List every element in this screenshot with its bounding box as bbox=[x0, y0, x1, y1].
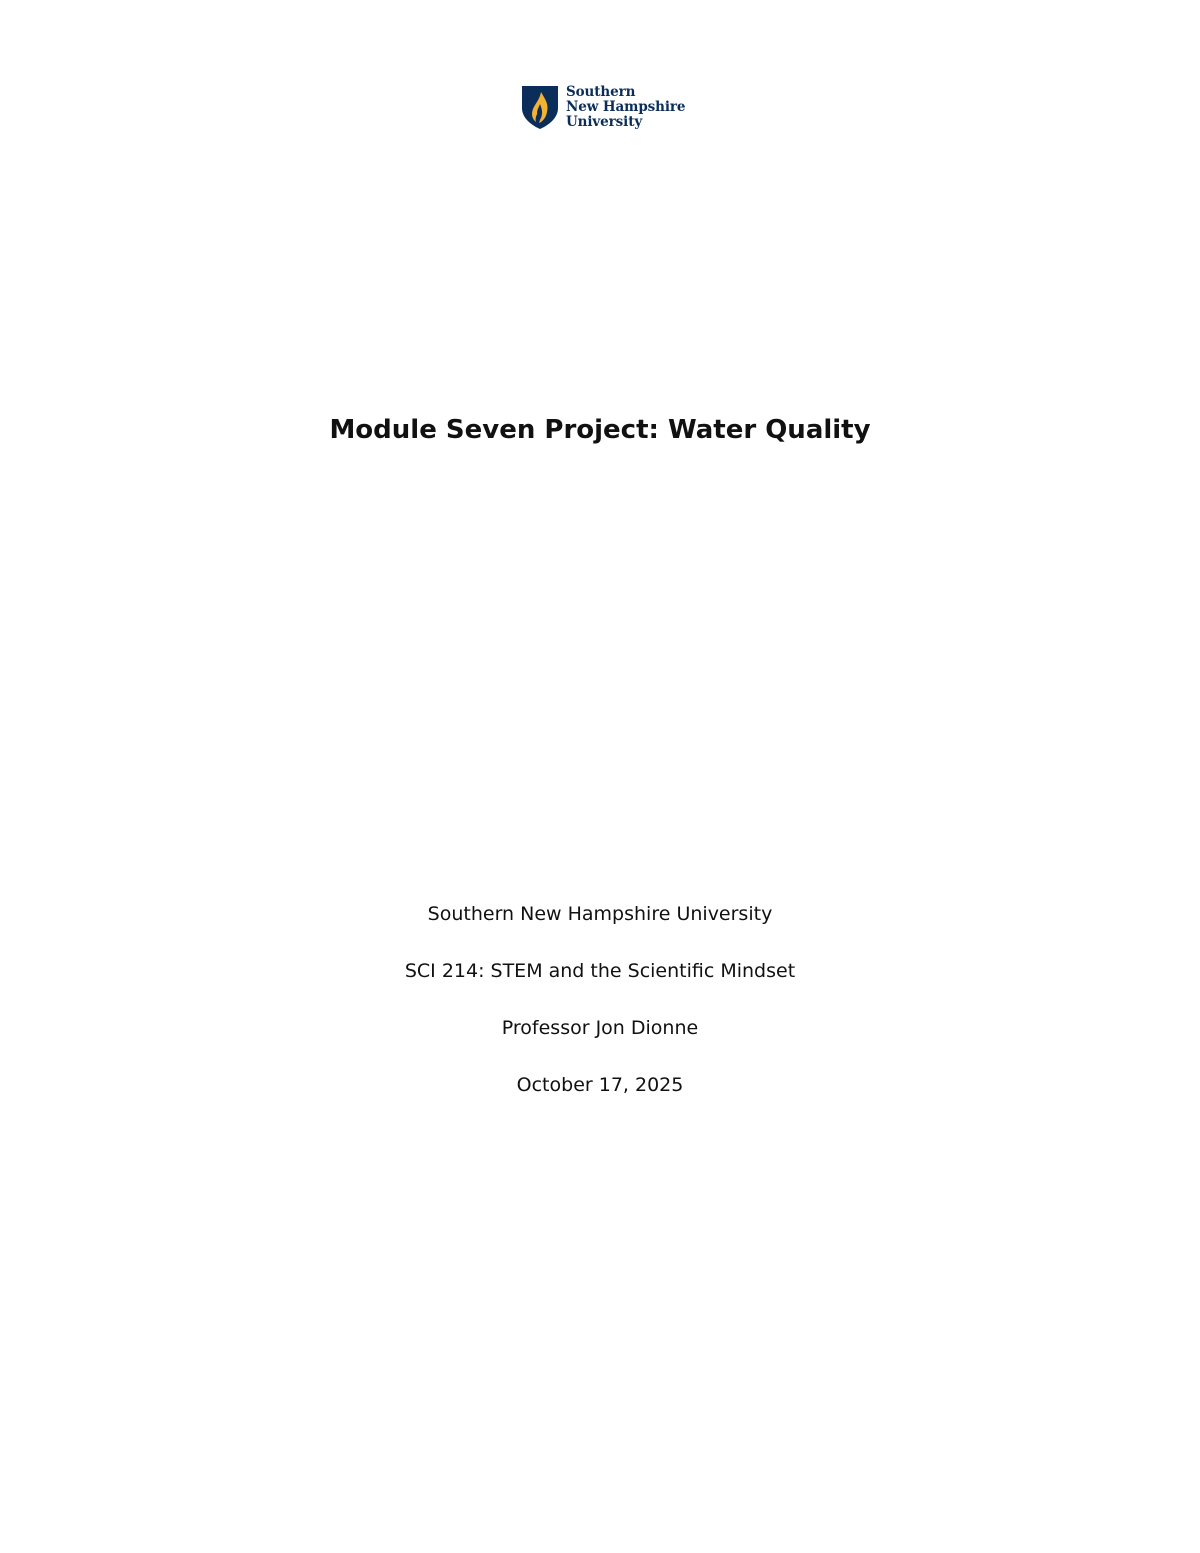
logo-line-2: New Hampshire bbox=[566, 99, 686, 115]
professor-name: Professor Jon Dionne bbox=[501, 1017, 699, 1039]
logo-line-1: Southern bbox=[566, 84, 636, 100]
logo-line-3: University bbox=[566, 114, 643, 130]
submission-date: October 17, 2025 bbox=[516, 1074, 684, 1096]
shield-flame-icon bbox=[520, 84, 560, 130]
title-page-info bbox=[0, 900, 1200, 1128]
document-title: Module Seven Project: Water Quality bbox=[329, 415, 871, 445]
institution-name: Southern New Hampshire University bbox=[427, 903, 773, 925]
snhu-logo bbox=[520, 84, 685, 134]
logo-wordmark bbox=[566, 85, 685, 130]
course-name: SCI 214: STEM and the Scientific Mindset bbox=[404, 960, 796, 982]
